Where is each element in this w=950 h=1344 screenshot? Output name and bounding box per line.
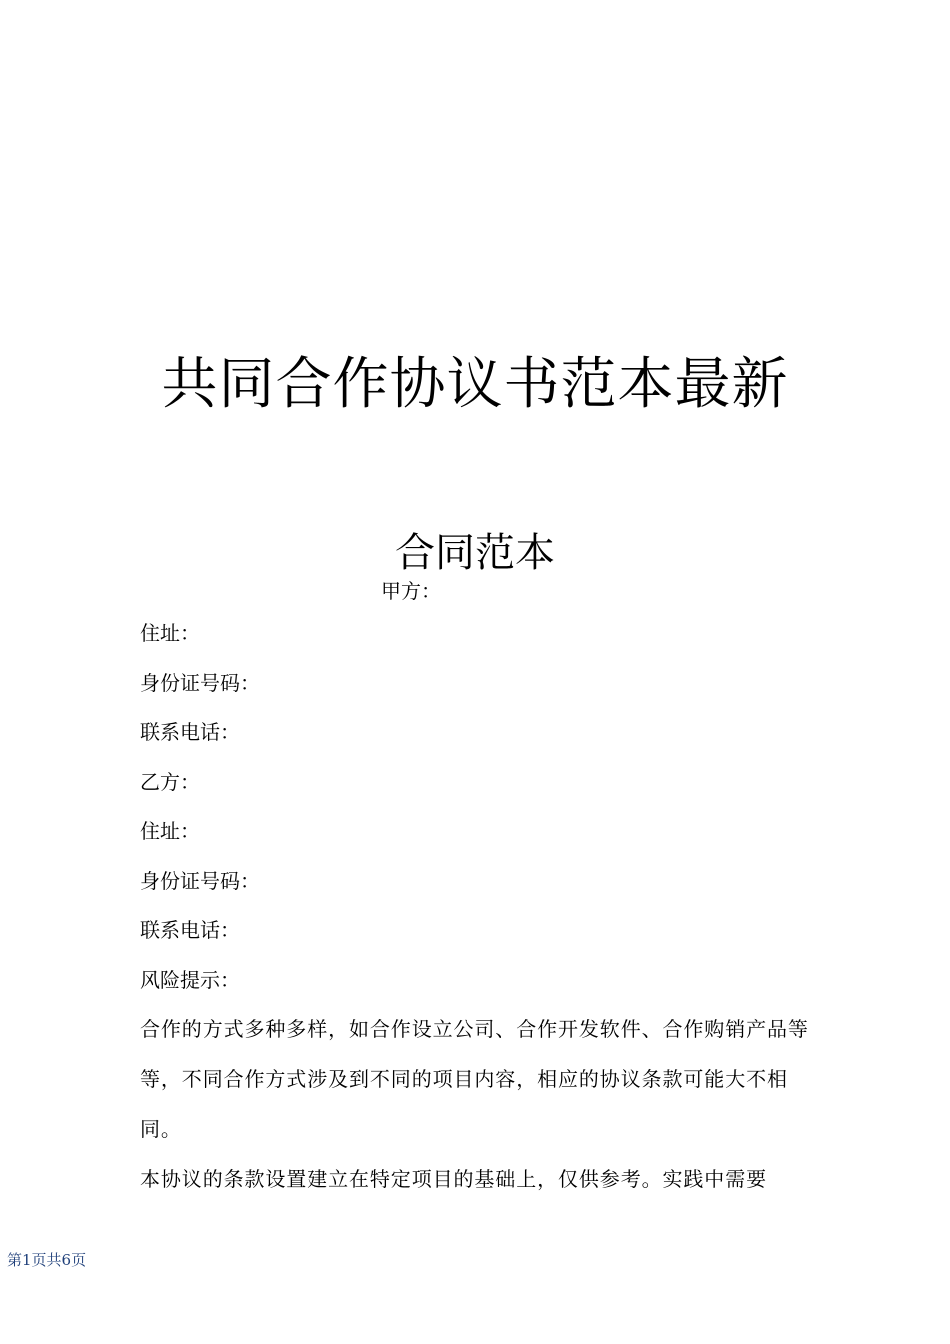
reference-paragraph: 本协议的条款设置建立在特定项目的基础上，仅供参考。实践中需要 <box>140 1167 767 1191</box>
page-indicator: 第1页共6页 <box>7 1251 87 1269</box>
field-phone-a: 联系电话： <box>140 720 240 744</box>
document-title: 共同合作协议书范本最新 <box>161 352 789 417</box>
document-body <box>140 618 820 1204</box>
field-address-b: 住址： <box>140 819 200 843</box>
party-b-label: 乙方： <box>140 769 200 794</box>
field-id-number-b: 身份证号码： <box>140 868 260 893</box>
field-address-a: 住址： <box>140 621 200 645</box>
field-phone-b: 联系电话： <box>140 918 240 942</box>
field-id-number-a: 身份证号码： <box>140 670 260 695</box>
party-a-label: 甲方： <box>381 579 441 603</box>
risk-notice-heading: 风险提示： <box>140 967 240 992</box>
risk-notice-paragraph: 合作的方式多种多样，如合作设立公司、合作开发软件、合作购销产品等等，不同合作方式涉及到不同的项目内容，相应的协议条款可能大不相同。 <box>140 1017 809 1141</box>
document-subtitle: 合同范本 <box>395 530 555 576</box>
